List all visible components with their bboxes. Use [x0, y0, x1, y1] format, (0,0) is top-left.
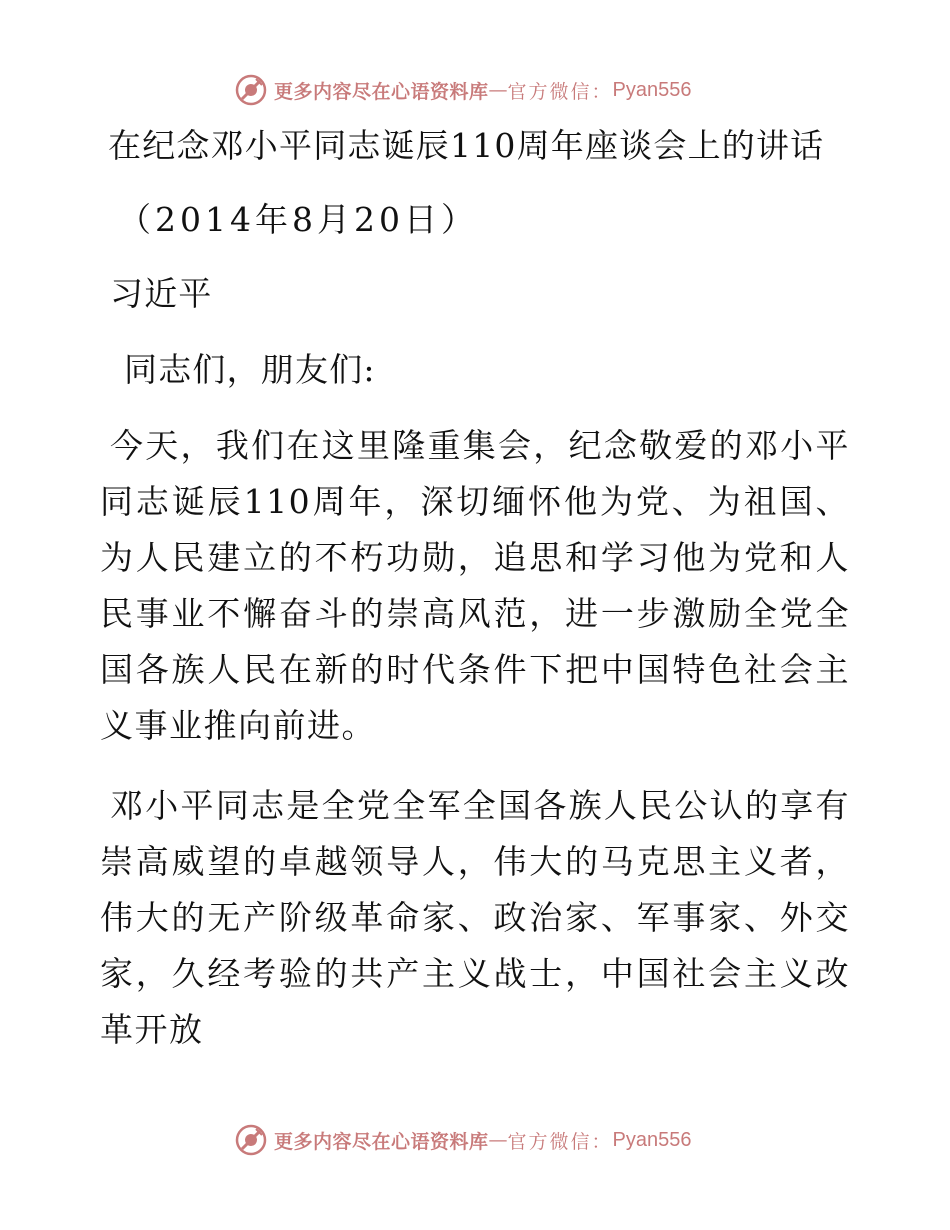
brand-logo-icon: [234, 1123, 268, 1157]
banner-wechat-label: 官方微信：: [507, 80, 613, 103]
brand-logo-icon: [234, 73, 268, 107]
banner-slogan: 更多内容尽在心语资料库: [274, 80, 489, 103]
paragraph: 今天，我们在这里隆重集会，纪念敬爱的邓小平同志诞辰110周年，深切缅怀他为党、为祖国、为人民建立的不朽功勋，追思和学习他为党和人民事业不懈奋斗的崇高风范，进一步激励全党全国各族人民在新的时代条件下把中国特色社会主义事业推向前进。: [100, 426, 850, 745]
footer-watermark-banner: [234, 1122, 692, 1158]
header-watermark-banner: [234, 72, 692, 108]
banner-dash: —: [488, 1129, 508, 1151]
document-date: （2014年8月20日）: [118, 200, 478, 239]
banner-wechat-id: Pyan556: [612, 1128, 692, 1151]
document-author: 习近平: [110, 274, 213, 313]
banner-wechat-id: Pyan556: [612, 78, 692, 101]
banner-wechat-label: 官方微信：: [507, 1130, 613, 1153]
salutation: 同志们，朋友们:: [124, 350, 376, 389]
banner-slogan: 更多内容尽在心语资料库: [274, 1130, 489, 1153]
banner-dash: —: [488, 79, 508, 101]
paragraph: 邓小平同志是全党全军全国各族人民公认的享有崇高威望的卓越领导人，伟大的马克思主义者，伟大的无产阶级革命家、政治家、军事家、外交家，久经考验的共产主义战士，中国社会主义改革开放: [100, 786, 850, 1049]
document-title: 在纪念邓小平同志诞辰110周年座谈会上的讲话: [108, 126, 825, 165]
